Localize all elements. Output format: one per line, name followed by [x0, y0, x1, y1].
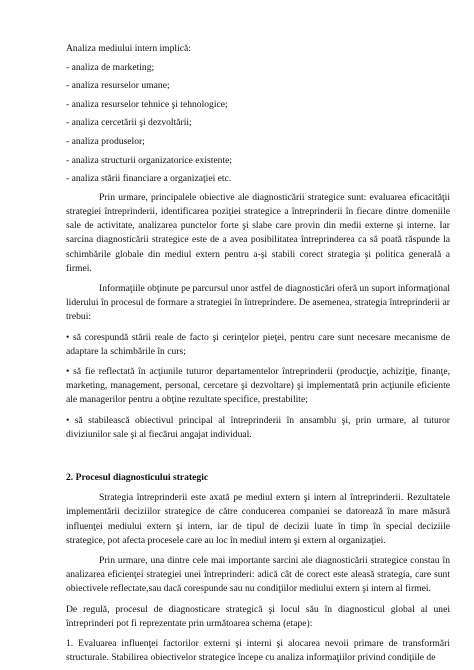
- intro-line: Analiza mediului intern implică:: [66, 43, 191, 54]
- paragraph-objectives: Prin urmare, principalele obiective ale diagnosticării strategice sunt: evaluarea eficacităţii strategiei întreprinderii, identificarea poziţiei strategice a întreprinderii în fiecare dintre domeniile sale de activitate, analizarea punctelor forte şi slabe care provin din medii externe şi interne. Iar sarcina diagnosticării strategice este de a avea posibilitatea întreprinderea ca să poată răspunde la schimbările globale din mediul extern pentru a-şi stabili corect strategia şi politica generală a firmei.: [66, 191, 450, 274]
- bullet-item: • să corespundă stării reale de facto şi cerinţelor pieţei, pentru care sunt necesare mecanisme de adaptare la schimbările în curs;: [66, 331, 450, 357]
- bullet-item: • să fie reflectată în acţiunile tuturor departamentelor întreprinderii (producţie, achiziţie, finanţe, marketing, management, personal, cercetare şi dezvoltare) şi implementată prin acţiunile eficiente ale managerilor pentru a obţine rezultate specifice, prestabilite;: [66, 365, 450, 406]
- internal-analysis-list: [66, 61, 450, 187]
- bullet-item: • să stabilească obiectivul principal al întreprinderii în ansamblu şi, prin urmare, al tuturor diviziunilor sale şi al fiecărui angajat individual.: [66, 414, 450, 440]
- paragraph-step-one: 1. Evaluarea influenţei factorilor externi şi interni şi alocarea nevoii primare de transformări structurale. Stabilirea obiectivelor strategice începe cu analiza informaţiilor privind condiţiile de: [66, 638, 450, 664]
- list-item: - analiza produselor;: [66, 135, 145, 147]
- section-heading: 2. Procesul diagnosticului strategic: [66, 472, 209, 483]
- list-item: - analiza cercetării şi dezvoltării;: [66, 117, 192, 129]
- list-item: - analiza de marketing;: [66, 61, 155, 73]
- paragraph-strategy: Strategia întreprinderii este axată pe mediul extern şi intern al întreprinderii. Rezultatele implementării deciziilor strategice de către conducerea companiei se datorează în mare măsură influenţei mediului extern şi intern, iar de tipul de decizii luate în timp în special deciziile strategice, pot afecta procesele care au loc în mediul intern şi extern al organizaţiei.: [66, 492, 450, 546]
- list-item: - analiza stării financiare a organizaţiei etc.: [66, 173, 232, 185]
- list-item: - analiza resurselor umane;: [66, 80, 170, 92]
- document-body: [66, 42, 450, 668]
- paragraph-information: Informaţiile obţinute pe parcursul unor astfel de diagnosticări oferă un suport informaţional liderului în procesul de formare a strategiei în întreprindere. De asemenea, strategia întreprinderii ar trebui:: [66, 282, 450, 323]
- paragraph-tasks: Prin urmare, una dintre cele mai importante sarcini ale diagnosticării strategice constau în analizarea eficienţei strategiei unei întreprinderi: adică cât de corect este aleasă strategia, care sunt obiectivele reflectate,sau dacă corespunde sau nu condiţiilor mediului extern şi intern al firmei.: [66, 555, 450, 595]
- list-item: - analiza resurselor tehnice şi tehnologice;: [66, 98, 228, 110]
- paragraph-process: De regulă, procesul de diagnosticare strategică şi locul său în diagnosticul global al unei întreprinderi pot fi reprezentate prin următoarea schema (etape):: [66, 603, 450, 629]
- list-item: - analiza structurii organizatorice existente;: [66, 154, 233, 166]
